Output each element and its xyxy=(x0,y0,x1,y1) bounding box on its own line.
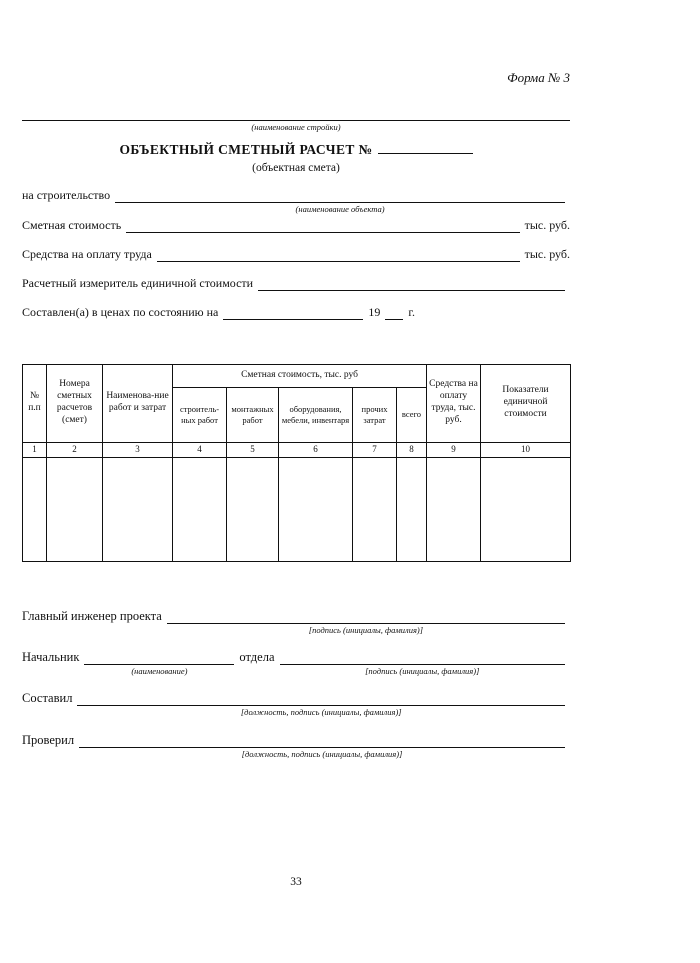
blank-underline xyxy=(79,732,565,748)
blank-underline xyxy=(157,246,520,262)
form-fields xyxy=(22,187,570,319)
field-estimate-cost-label: Сметная стоимость xyxy=(22,217,122,232)
signature-checked-by-blank xyxy=(79,732,565,759)
table-body-cell xyxy=(227,457,279,561)
field-labor-funds-suffix: тыс. руб. xyxy=(524,246,570,261)
col-header-construction-works: строитель-ных работ xyxy=(173,387,227,442)
signature-chief-engineer-caption: [подпись (инициалы, фамилия)] xyxy=(308,624,424,635)
column-number: 8 xyxy=(397,442,427,457)
col-header-num: № п.п xyxy=(23,364,47,442)
signature-department-sign-blank xyxy=(280,649,566,676)
signature-chief-engineer-blank xyxy=(167,608,565,635)
col-header-total: всего xyxy=(397,387,427,442)
signature-compiled-by xyxy=(22,690,570,717)
blank-underline xyxy=(223,304,363,320)
column-number: 5 xyxy=(227,442,279,457)
col-header-other-costs: прочих затрат xyxy=(353,387,397,442)
form-number-label: Форма № 3 xyxy=(507,70,570,85)
page-number: 33 xyxy=(290,876,302,888)
blank-underline xyxy=(115,187,565,203)
field-construction xyxy=(22,187,570,214)
col-group-estimate-cost: Сметная стоимость, тыс. руб xyxy=(173,364,427,387)
signature-compiled-by-caption: [должность, подпись (инициалы, фамилия)] xyxy=(240,707,402,718)
table-body-cell xyxy=(23,457,47,561)
signature-checked-by xyxy=(22,732,570,759)
signature-checked-by-label: Проверил xyxy=(22,732,75,747)
signature-chief-engineer xyxy=(22,608,570,635)
table-empty-row xyxy=(23,457,571,561)
field-unit-measure xyxy=(22,275,570,291)
column-number: 2 xyxy=(47,442,103,457)
field-year-blank xyxy=(385,304,403,320)
field-estimate-cost-suffix: тыс. руб. xyxy=(524,217,570,232)
blank-underline xyxy=(77,690,565,706)
estimate-table xyxy=(22,364,571,562)
col-header-unit-indicators: Показатели единичной стоимости xyxy=(481,364,571,442)
field-unit-measure-blank xyxy=(258,275,565,291)
signatures-section xyxy=(22,608,570,759)
field-construction-label: на строительство xyxy=(22,188,111,203)
blank-underline xyxy=(167,608,565,624)
table-body-cell xyxy=(47,457,103,561)
signature-department-middle-label: отдела xyxy=(239,650,275,665)
col-header-work-names: Наименова-ние работ и затрат xyxy=(103,364,173,442)
col-header-equipment: оборудования, мебели, инвентаря xyxy=(279,387,353,442)
table-body-cell xyxy=(353,457,397,561)
signature-department-name-caption: (наименование) xyxy=(131,666,188,677)
column-number: 6 xyxy=(279,442,353,457)
page-title: ОБЪЕКТНЫЙ СМЕТНЫЙ РАСЧЕТ № xyxy=(119,142,373,158)
construction-name-caption: (наименование стройки) xyxy=(251,122,341,132)
field-unit-measure-label: Расчетный измеритель единичной стоимости xyxy=(22,275,254,290)
signature-department-name-blank xyxy=(84,649,234,676)
column-number: 1 xyxy=(23,442,47,457)
table-body-cell xyxy=(397,457,427,561)
table-body-cell xyxy=(279,457,353,561)
field-prices-date-blank xyxy=(223,304,363,320)
title-block xyxy=(22,141,570,174)
signature-checked-by-caption: [должность, подпись (инициалы, фамилия)] xyxy=(241,748,403,759)
signature-department-head xyxy=(22,649,570,676)
blank-underline xyxy=(126,217,519,233)
signature-department-sign-caption: [подпись (инициалы, фамилия)] xyxy=(365,666,480,677)
field-prices-date xyxy=(22,304,570,320)
field-construction-blank xyxy=(115,187,565,214)
column-number: 4 xyxy=(173,442,227,457)
signature-chief-engineer-label: Главный инженер проекта xyxy=(22,608,162,623)
col-header-labor-funds: Средства на оплату труда, тыс. руб. xyxy=(427,364,481,442)
field-estimate-cost-blank xyxy=(126,217,519,233)
blank-underline xyxy=(84,649,234,665)
col-header-estimate-numbers: Номера сметных расчетов (смет) xyxy=(47,364,103,442)
field-labor-funds xyxy=(22,246,570,262)
table-body-cell xyxy=(481,457,571,561)
field-labor-funds-blank xyxy=(157,246,520,262)
table-body-cell xyxy=(103,457,173,561)
signature-compiled-by-blank xyxy=(77,690,565,717)
blank-underline xyxy=(258,275,565,291)
blank-underline xyxy=(280,649,566,665)
signature-compiled-by-label: Составил xyxy=(22,691,73,706)
column-number: 10 xyxy=(481,442,571,457)
field-prices-date-label: Составлен(а) в ценах по состоянию на xyxy=(22,304,219,319)
field-year-prefix: 19 xyxy=(368,304,381,319)
construction-name-field xyxy=(22,120,570,132)
table-body-cell xyxy=(173,457,227,561)
column-number: 7 xyxy=(353,442,397,457)
blank-underline xyxy=(385,304,403,320)
field-labor-funds-label: Средства на оплату труда xyxy=(22,246,152,261)
field-estimate-cost xyxy=(22,217,570,233)
signature-department-head-label: Начальник xyxy=(22,650,80,665)
col-header-installation-works: монтажных работ xyxy=(227,387,279,442)
field-year-suffix: г. xyxy=(408,304,415,319)
column-number: 3 xyxy=(103,442,173,457)
table-body-cell xyxy=(427,457,481,561)
field-construction-caption: (наименование объекта) xyxy=(295,204,385,215)
estimate-number-blank xyxy=(378,141,473,154)
column-number: 9 xyxy=(427,442,481,457)
page-subtitle: (объектная смета) xyxy=(252,162,340,175)
